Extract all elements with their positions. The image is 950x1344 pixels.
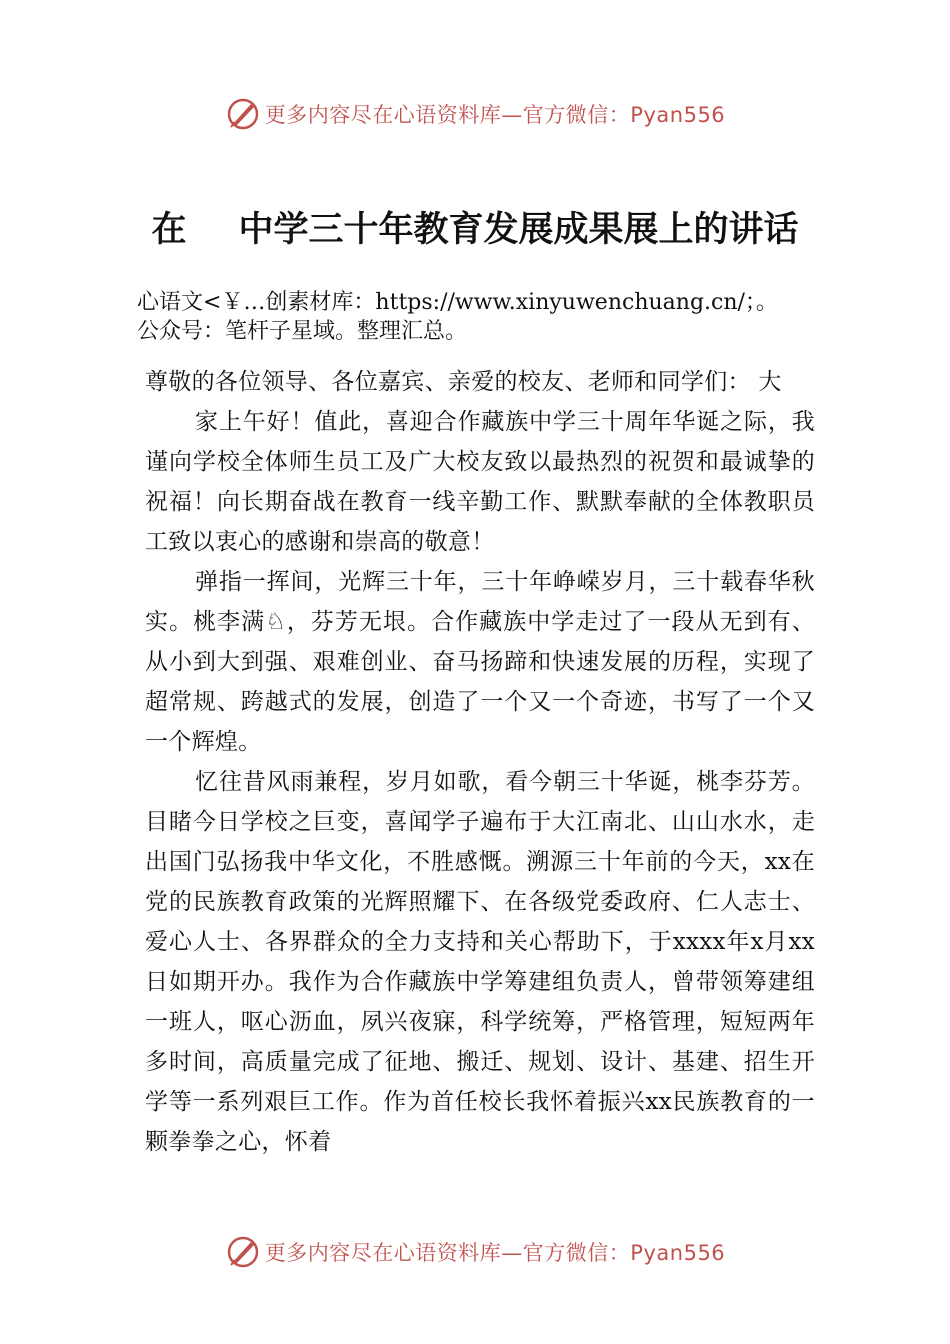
source-line-2: 公众号：笔杆子星域。整理汇总。: [137, 319, 468, 344]
greeting: 尊敬的各位领导、各位嘉宾、亲爱的校友、老师和同学们： 大: [145, 369, 782, 395]
paragraph: 弹指一挥间，光辉三十年，三十年峥嵘岁月，三十载春华秋实。桃李满♘，芬芳无垠。合作藏族中学走过了一段从无到有、从小到大到强、艰难创业、奋马扬蹄和快速发展的历程，实现了超常规、跨越式的发展，创造了一个又一个奇迹，书写了一个又一个辉煌。: [145, 569, 815, 755]
title-lead: 在: [151, 209, 187, 250]
speech-body: [145, 362, 815, 1162]
document-title: [0, 202, 950, 252]
title-main: 中学三十年教育发展成果展上的讲话: [238, 209, 799, 250]
watermark-text: 更多内容尽在心语资料库—官方微信：Pyan556: [264, 103, 726, 127]
quill-pen-circle-icon: [225, 96, 261, 132]
paragraph: 忆往昔风雨兼程，岁月如歌，看今朝三十华诞，桃李芬芳。目睹今日学校之巨变，喜闻学子遍布于大江南北、山山水水，走出国门弘扬我中华文化，不胜感慨。溯源三十年前的今天，xx在党的民族教育政策的光辉照耀下、在各级党委政府、仁人志士、爱心人士、各界群众的全力支持和关心帮助下，于xxxx年x月xx日如期开办。我作为合作藏族中学筹建组负责人，曾带领筹建组一班人，呕心沥血，夙兴夜寐，科学统筹，严格管理，短短两年多时间，高质量完成了征地、搬迁、规划、设计、基建、招生开学等一系列艰巨工作。作为首任校长我怀着振兴xx民族教育的一颗拳拳之心，怀着: [145, 769, 815, 1155]
header-watermark-banner: [0, 94, 950, 134]
footer-watermark-banner: [0, 1232, 950, 1272]
source-note: [137, 288, 837, 346]
source-line-1: 心语文<￥…创素材库：https://www.xinyuwenchuang.cn/；。: [137, 290, 778, 315]
paragraph: 家上午好！值此，喜迎合作藏族中学三十周年华诞之际，我谨向学校全体师生员工及广大校友致以最热烈的祝贺和最诚挚的祝福！向长期奋战在教育一线辛勤工作、默默奉献的全体教职员工致以衷心的感谢和崇高的敬意！: [145, 409, 815, 555]
quill-pen-circle-icon: [225, 1234, 261, 1270]
watermark-text: 更多内容尽在心语资料库—官方微信：Pyan556: [264, 1241, 726, 1265]
